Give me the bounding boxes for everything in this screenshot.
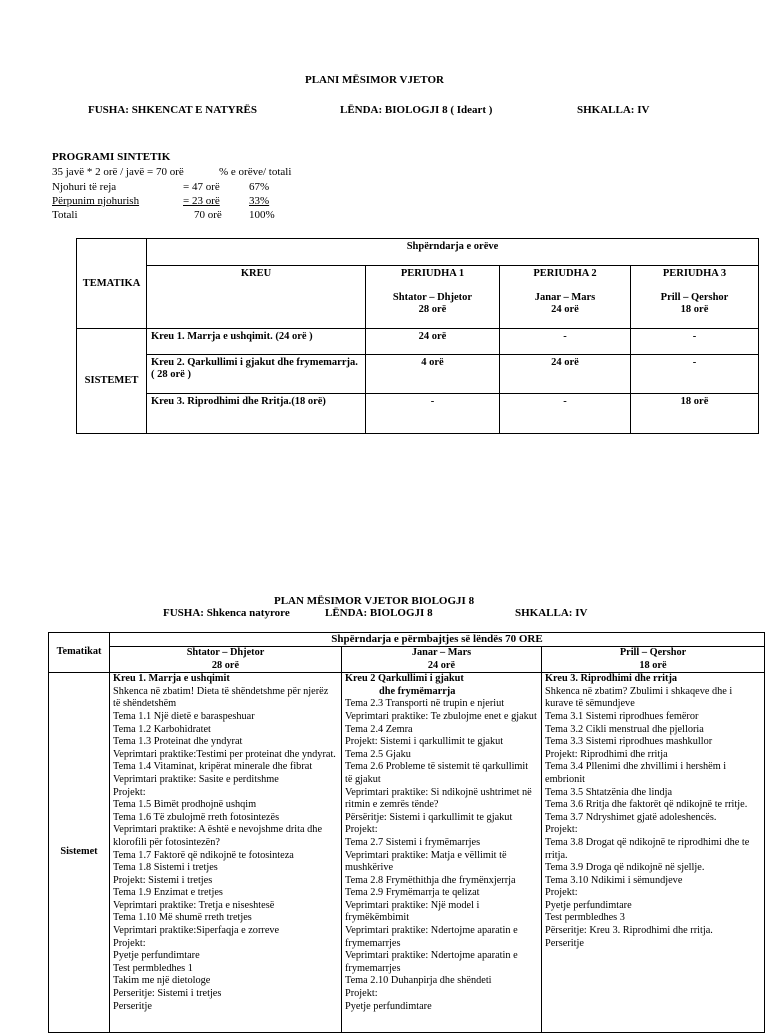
content-distribution-table: [48, 632, 765, 1033]
period-2-label: PERIUDHA 2: [533, 268, 597, 279]
col1-hours: 28 orë: [211, 659, 240, 671]
lenda-label: LËNDA: BIOLOGJI 8 ( Ideart ): [340, 104, 493, 116]
period-1-header: [366, 266, 500, 329]
list-item: Veprimtari praktike: A është e nevojshme drita dhe klorofili për fotosintezën?: [113, 824, 323, 848]
list-item: Veprimtari praktike: Te zbulojme enet e gjakut: [345, 710, 537, 722]
list-item: Veprimtari praktike:Siperfaqja e zorreve: [113, 925, 280, 937]
col3-content: [542, 673, 765, 1033]
period-1-hours: 28 orë: [418, 304, 447, 315]
list-item: Projekt: Riprodhimi dhe rritja: [545, 748, 668, 760]
period-1-months: Shtator – Dhjetor: [392, 292, 473, 303]
program-heading: PROGRAMI SINTETIK: [52, 151, 171, 163]
list-item: Perseritje: Sistemi i tretjes: [113, 988, 222, 1000]
list-item: Projekt:: [545, 824, 578, 836]
kreu-cell: Kreu 2. Qarkullimi i gjakut dhe frymemarrja. ( 28 orë ): [147, 355, 366, 394]
list-item: Shkenca në zbatim? Zbulimi i shkaqeve dhe i kurave të sëmundjeve: [545, 685, 733, 710]
lenda-label-2: LËNDA: BIOLOGJI 8: [325, 607, 433, 619]
list-item: Shkenca në zbatim! Dieta të shëndetshme për njerëz të shëndetshëm: [113, 685, 329, 710]
col3-topic-list: [545, 686, 761, 950]
shkalla-label: SHKALLA: IV: [577, 104, 650, 116]
kreu-header: KREU: [147, 266, 366, 329]
list-item: Tema 3.10 Ndikimi i sëmundjeve: [545, 874, 683, 886]
col3-title: Kreu 3. Riprodhimi dhe rritja: [545, 673, 678, 685]
list-item: Test permbledhes 1: [113, 962, 193, 974]
period-3-header: [631, 266, 759, 329]
fusha-label: FUSHA: SHKENCAT E NATYRËS: [88, 104, 258, 116]
table-row: [77, 394, 759, 434]
list-item: Tema 2.5 Gjaku: [345, 748, 411, 760]
period-3-hours: 18 orë: [680, 304, 709, 315]
list-item: Projekt:: [345, 988, 378, 1000]
list-item: Veprimtari praktike: Ndertojme aparatin e frymemarrjes: [345, 950, 518, 974]
col2-header: [342, 647, 542, 673]
program-row-value: 70 orë: [194, 209, 222, 221]
list-item: Projekt:: [545, 887, 578, 899]
tematikat-header: Tematikat: [49, 633, 110, 673]
list-item: Projekt: Sistemi i qarkullimit te gjakut: [345, 736, 504, 748]
list-item: Tema 1.7 Faktorë që ndikojnë te fotosinteza: [113, 849, 294, 861]
hours-cell: 24 orë: [366, 329, 500, 355]
list-item: Tema 3.2 Cikli menstrual dhe pjelloria: [545, 723, 704, 735]
list-item: Veprimtari praktike: Tretja e niseshtesë: [113, 899, 275, 911]
col2-hours: 24 orë: [427, 659, 456, 671]
list-item: Veprimtari praktike: Si ndikojnë ushtrimet në ritmin e zemrës tënde?: [345, 786, 532, 811]
list-item: Projekt:: [113, 786, 146, 798]
list-item: Veprimtari praktike:Testimi per proteinat dhe yndyrat.: [113, 748, 336, 760]
list-item: Takim me një dietologe: [113, 975, 211, 987]
list-item: Tema 2.4 Zemra: [345, 723, 413, 735]
list-item: Perseritje: [545, 937, 584, 949]
col3-header: [542, 647, 765, 673]
col1-header: [110, 647, 342, 673]
list-item: Tema 1.1 Një dietë e baraspeshuar: [113, 710, 255, 722]
list-item: Tema 1.6 Të zbulojmë rreth fotosintezës: [113, 811, 280, 823]
list-item: Tema 3.9 Droga që ndikojnë në sjellje.: [545, 862, 705, 874]
list-item: Tema 3.1 Sistemi riprodhues femëror: [545, 710, 699, 722]
program-row-label: Përpunim njohurish: [52, 195, 140, 207]
list-item: Tema 1.2 Karbohidratet: [113, 723, 211, 735]
table-row: [77, 355, 759, 394]
col1-topic-list: [113, 686, 338, 1013]
list-item: Tema 3.5 Shtatzënia dhe lindja: [545, 786, 673, 798]
list-item: Tema 3.6 Rritja dhe faktorët që ndikojnë te rritje.: [545, 799, 748, 811]
col2-topic-list: [345, 698, 538, 1013]
list-item: Tema 2.3 Transporti në trupin e njeriut: [345, 698, 505, 710]
col2-title: Kreu 2 Qarkullimi i gjakut: [345, 673, 464, 685]
hours-distribution-table: [76, 238, 759, 434]
list-item: Veprimtari praktike: Matja e vëllimit të mushkërive: [345, 849, 507, 874]
program-row-pct: 100%: [249, 209, 275, 221]
program-row-label: Totali: [52, 209, 78, 221]
shkalla-label-2: SHKALLA: IV: [515, 607, 588, 619]
list-item: Tema 2.8 Frymëthithja dhe frymënxjerrja: [345, 874, 516, 886]
list-item: Tema 3.3 Sistemi riprodhues mashkullor: [545, 736, 713, 748]
kreu-cell: Kreu 1. Marrja e ushqimit. (24 orë ): [147, 329, 366, 355]
table-row: [77, 329, 759, 355]
program-row-pct: 33%: [249, 195, 270, 207]
list-item: Tema 2.10 Duhanpirja dhe shëndeti: [345, 975, 492, 987]
hours-cell: 18 orë: [631, 394, 759, 434]
period-2-header: [500, 266, 631, 329]
list-item: Perseritje: [113, 1000, 152, 1012]
hours-cell: -: [631, 329, 759, 355]
col1-months: Shtator – Dhjetor: [186, 647, 265, 658]
list-item: Tema 1.9 Enzimat e tretjes: [113, 887, 223, 899]
list-item: Tema 1.4 Vitaminat, kripërat minerale dhe fibrat: [113, 761, 313, 773]
list-item: Tema 3.7 Ndryshimet gjatë adoleshencës.: [545, 811, 717, 823]
program-row-value: = 23 orë: [183, 195, 220, 207]
period-1-label: PERIUDHA 1: [400, 268, 465, 279]
period-3-months: Prill – Qershor: [660, 292, 729, 303]
plan-title: PLAN MËSIMOR VJETOR BIOLOGJI 8: [274, 595, 475, 607]
col1-title: Kreu 1. Marrja e ushqimit: [113, 673, 230, 685]
col3-months: Prill – Qershor: [619, 647, 687, 658]
col2-content: [342, 673, 542, 1033]
list-item: Tema 3.4 Pllenimi dhe zhvillimi i hershëm i embrionit: [545, 761, 727, 785]
list-item: Tema 2.7 Sistemi i frymëmarrjes: [345, 836, 481, 848]
content-distribution-header: Shpërndarja e përmbajtjes së lëndës 70 ORE: [110, 633, 765, 647]
list-item: Projekt:: [113, 937, 146, 949]
distribution-header: Shpërndarja e orëve: [147, 239, 759, 266]
list-item: Projekt: Sistemi i tretjes: [113, 874, 213, 886]
list-item: Përsëritje: Sistemi i qarkullimit te gjakut: [345, 811, 513, 823]
list-item: Veprimtari praktike: Ndertojme aparatin e frymemarrjes: [345, 925, 518, 949]
page-title: PLANI MËSIMOR VJETOR: [305, 74, 444, 86]
hours-cell: -: [366, 394, 500, 434]
list-item: Veprimtari praktike: Sasite e perditshme: [113, 773, 279, 785]
program-line1-right: % e orëve/ totali: [219, 166, 292, 178]
list-item: Test permbledhes 3: [545, 912, 625, 924]
col3-hours: 18 orë: [639, 659, 667, 671]
hours-cell: -: [500, 329, 631, 355]
hours-cell: -: [500, 394, 631, 434]
hours-cell: -: [631, 355, 759, 394]
program-row-label: Njohuri të reja: [52, 181, 117, 193]
list-item: Tema 2.9 Frymëmarrja te qelizat: [345, 887, 480, 899]
fusha-label-2: FUSHA: Shkenca natyrore: [163, 607, 290, 619]
sistemet-label: SISTEMET: [77, 329, 147, 434]
list-item: Tema 1.3 Proteinat dhe yndyrat: [113, 736, 243, 748]
period-2-months: Janar – Mars: [534, 292, 596, 303]
hours-cell: 24 orë: [500, 355, 631, 394]
col1-content: [110, 673, 342, 1033]
list-item: Tema 1.8 Sistemi i tretjes: [113, 862, 218, 874]
program-line1-left: 35 javë * 2 orë / javë = 70 orë: [52, 166, 184, 178]
hours-cell: 4 orë: [366, 355, 500, 394]
list-item: Tema 3.8 Drogat që ndikojnë te riprodhimi dhe te rritja.: [545, 836, 750, 861]
list-item: Pyetje perfundimtare: [545, 899, 632, 911]
list-item: Pyetje perfundimtare: [113, 950, 200, 962]
col2-title-cont: dhe frymëmarrja: [379, 685, 456, 697]
sistemet-label-2: Sistemet: [49, 673, 110, 1033]
list-item: Tema 2.6 Probleme të sistemit të qarkullimit të gjakut: [345, 761, 529, 785]
period-2-hours: 24 orë: [551, 304, 579, 315]
tematika-header: TEMATIKA: [77, 239, 147, 329]
list-item: Përseritje: Kreu 3. Riprodhimi dhe rritja.: [545, 925, 713, 937]
list-item: Tema 1.10 Më shumë rreth tretjes: [113, 912, 252, 924]
list-item: Projekt:: [345, 824, 378, 836]
period-3-label: PERIUDHA 3: [662, 268, 727, 279]
list-item: Tema 1.5 Bimët prodhojnë ushqim: [113, 799, 257, 811]
kreu-cell: Kreu 3. Riprodhimi dhe Rritja.(18 orë): [147, 394, 366, 434]
program-row-value: = 47 orë: [183, 181, 220, 193]
col2-months: Janar – Mars: [411, 647, 472, 658]
list-item: Pyetje perfundimtare: [345, 1000, 432, 1012]
list-item: Veprimtari praktike: Një model i frymëkëmbimit: [345, 899, 480, 924]
program-row-pct: 67%: [249, 181, 270, 193]
